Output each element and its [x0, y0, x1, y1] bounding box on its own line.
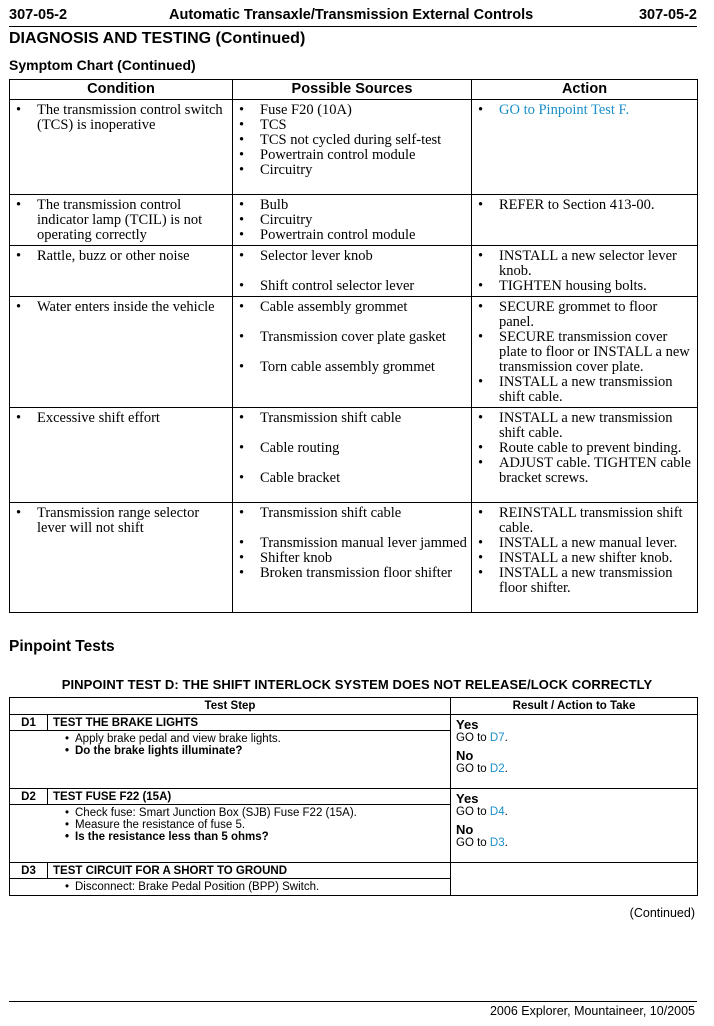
pinpoint-test-table	[9, 697, 698, 896]
step-title: TEST THE BRAKE LIGHTS	[48, 715, 451, 731]
list-item: • Transmission cover plate gasket	[233, 330, 467, 345]
result-cell	[451, 715, 698, 789]
step-title: TEST FUSE F22 (15A)	[48, 789, 451, 805]
result-cell	[451, 789, 698, 863]
result-yes	[456, 792, 693, 819]
table-row	[10, 408, 698, 503]
table-row	[10, 100, 698, 195]
list-item: • Disconnect: Brake Pedal Position (BPP) Switch.	[10, 881, 446, 893]
result-action	[456, 732, 693, 745]
column-header-test-step: Test Step	[10, 698, 451, 715]
step-link-d7[interactable]: D7	[489, 732, 505, 744]
go-to-period: .	[504, 732, 508, 744]
page-footer: 2006 Explorer, Mountaineer, 10/2005	[489, 1004, 695, 1018]
list-item: • SECURE grommet to floor panel.	[472, 300, 693, 330]
section-number-right: 307-05-2	[638, 7, 697, 23]
go-to-text: GO to	[456, 732, 487, 744]
list-item: • Is the resistance less than 5 ohms?	[10, 831, 446, 843]
pinpoint-tests-heading: Pinpoint Tests	[9, 638, 115, 655]
list-item: • Shifter knob	[233, 551, 467, 566]
list-item: • INSTALL a new shifter knob.	[472, 551, 693, 566]
list-item: • The transmission control indicator lamp (TCIL) is not operating correctly	[10, 198, 228, 243]
column-header-possible-sources: Possible Sources	[233, 80, 472, 100]
result-answer: Yes	[456, 791, 479, 806]
list-item: • Transmission manual lever jammed	[233, 536, 467, 551]
condition-cell	[10, 297, 233, 408]
result-answer: Yes	[456, 717, 479, 732]
list-item: • Shift control selector lever	[233, 279, 467, 294]
table-row	[10, 246, 698, 297]
list-item: • Transmission shift cable	[233, 506, 467, 521]
list-item: • Route cable to prevent binding.	[472, 441, 693, 456]
go-to-period: .	[504, 806, 508, 818]
list-item: • Transmission shift cable	[233, 411, 467, 426]
step-link-d4[interactable]: D4	[489, 806, 505, 818]
list-item: • Apply brake pedal and view brake lights.	[10, 733, 446, 745]
sources-cell	[233, 297, 472, 408]
table-row	[10, 195, 698, 246]
step-id: D3	[10, 863, 48, 879]
list-item: • TCS not cycled during self-test	[233, 133, 467, 148]
list-item: • Check fuse: Smart Junction Box (SJB) Fuse F22 (15A).	[10, 807, 446, 819]
footer-divider	[9, 1001, 697, 1002]
step-header-row	[10, 715, 698, 731]
action-cell	[472, 408, 698, 503]
result-answer: No	[456, 822, 474, 837]
list-item: • Measure the resistance of fuse 5.	[10, 819, 446, 831]
action-cell	[472, 503, 698, 613]
step-body	[10, 731, 451, 789]
action-cell	[472, 195, 698, 246]
list-item: • SECURE transmission cover plate to floor or INSTALL a new transmission cover plate.	[472, 330, 693, 375]
column-header-condition: Condition	[10, 80, 233, 100]
action-cell	[472, 297, 698, 408]
list-item: • INSTALL a new transmission floor shifter.	[472, 566, 693, 596]
sources-cell	[233, 246, 472, 297]
result-action	[456, 806, 693, 819]
condition-cell	[10, 195, 233, 246]
list-item: • TCS	[233, 118, 467, 133]
list-item: • Rattle, buzz or other noise	[10, 249, 228, 264]
list-item: • Do the brake lights illuminate?	[10, 745, 446, 757]
go-to-text: GO to	[456, 763, 487, 775]
condition-cell	[10, 503, 233, 613]
pinpoint-test-title: PINPOINT TEST D: THE SHIFT INTERLOCK SYSTEM DOES NOT RELEASE/LOCK CORRECTLY	[61, 677, 653, 692]
result-action	[456, 837, 693, 850]
result-no	[456, 823, 693, 850]
list-item: • Water enters inside the vehicle	[10, 300, 228, 315]
list-item: • Bulb	[233, 198, 467, 213]
table-row	[10, 503, 698, 613]
column-header-result: Result / Action to Take	[451, 698, 698, 715]
pinpoint-test-f-link[interactable]: GO to Pinpoint Test F.	[499, 102, 630, 118]
list-item: • INSTALL a new transmission shift cable.	[472, 411, 693, 441]
list-item: • REFER to Section 413-00.	[472, 198, 693, 213]
step-title: TEST CIRCUIT FOR A SHORT TO GROUND	[48, 863, 451, 879]
page-title: Automatic Transaxle/Transmission External Controls	[169, 7, 534, 23]
list-item: • Selector lever knob	[233, 249, 467, 264]
action-cell	[472, 100, 698, 195]
step-header-row	[10, 789, 698, 805]
result-action	[456, 763, 693, 776]
table-row	[10, 297, 698, 408]
step-header-row	[10, 863, 698, 879]
list-item: • INSTALL a new manual lever.	[472, 536, 693, 551]
result-no	[456, 749, 693, 776]
result-answer: No	[456, 748, 474, 763]
condition-cell	[10, 100, 233, 195]
list-item: • INSTALL a new selector lever knob.	[472, 249, 693, 279]
list-item: • Transmission range selector lever will not shift	[10, 506, 228, 536]
list-item: • ADJUST cable. TIGHTEN cable bracket screws.	[472, 456, 693, 486]
list-item: • Broken transmission floor shifter	[233, 566, 467, 581]
sources-cell	[233, 503, 472, 613]
list-item: • Cable bracket	[233, 471, 467, 486]
list-item: • TIGHTEN housing bolts.	[472, 279, 693, 294]
column-header-action: Action	[472, 80, 698, 100]
list-item: • Torn cable assembly grommet	[233, 360, 467, 375]
go-to-period: .	[504, 837, 508, 849]
list-item: • Excessive shift effort	[10, 411, 228, 426]
condition-cell	[10, 246, 233, 297]
action-cell	[472, 246, 698, 297]
list-item: • The transmission control switch (TCS) is inoperative	[10, 103, 228, 133]
list-item: • Circuitry	[233, 163, 467, 178]
continued-note: (Continued)	[629, 906, 695, 920]
sources-cell	[233, 195, 472, 246]
section-title: DIAGNOSIS AND TESTING (Continued)	[9, 30, 306, 47]
list-item	[472, 103, 693, 118]
page-header	[9, 6, 697, 27]
sources-cell	[233, 100, 472, 195]
symptom-chart-table	[9, 79, 698, 613]
list-item: • Fuse F20 (10A)	[233, 103, 467, 118]
result-cell	[451, 863, 698, 896]
sources-cell	[233, 408, 472, 503]
step-id: D1	[10, 715, 48, 731]
list-item: • Cable routing	[233, 441, 467, 456]
step-id: D2	[10, 789, 48, 805]
step-link-d2[interactable]: D2	[489, 763, 505, 775]
step-body	[10, 805, 451, 863]
step-link-d3[interactable]: D3	[489, 837, 505, 849]
list-item: • REINSTALL transmission shift cable.	[472, 506, 693, 536]
list-item: • Powertrain control module	[233, 228, 467, 243]
go-to-text: GO to	[456, 806, 487, 818]
list-item: • Cable assembly grommet	[233, 300, 467, 315]
condition-cell	[10, 408, 233, 503]
go-to-text: GO to	[456, 837, 487, 849]
section-number-left: 307-05-2	[9, 7, 68, 23]
go-to-period: .	[504, 763, 508, 775]
result-yes	[456, 718, 693, 745]
step-body	[10, 879, 451, 896]
list-item: • Circuitry	[233, 213, 467, 228]
list-item: • INSTALL a new transmission shift cable.	[472, 375, 693, 405]
list-item: • Powertrain control module	[233, 148, 467, 163]
symptom-chart-title: Symptom Chart (Continued)	[9, 57, 196, 73]
